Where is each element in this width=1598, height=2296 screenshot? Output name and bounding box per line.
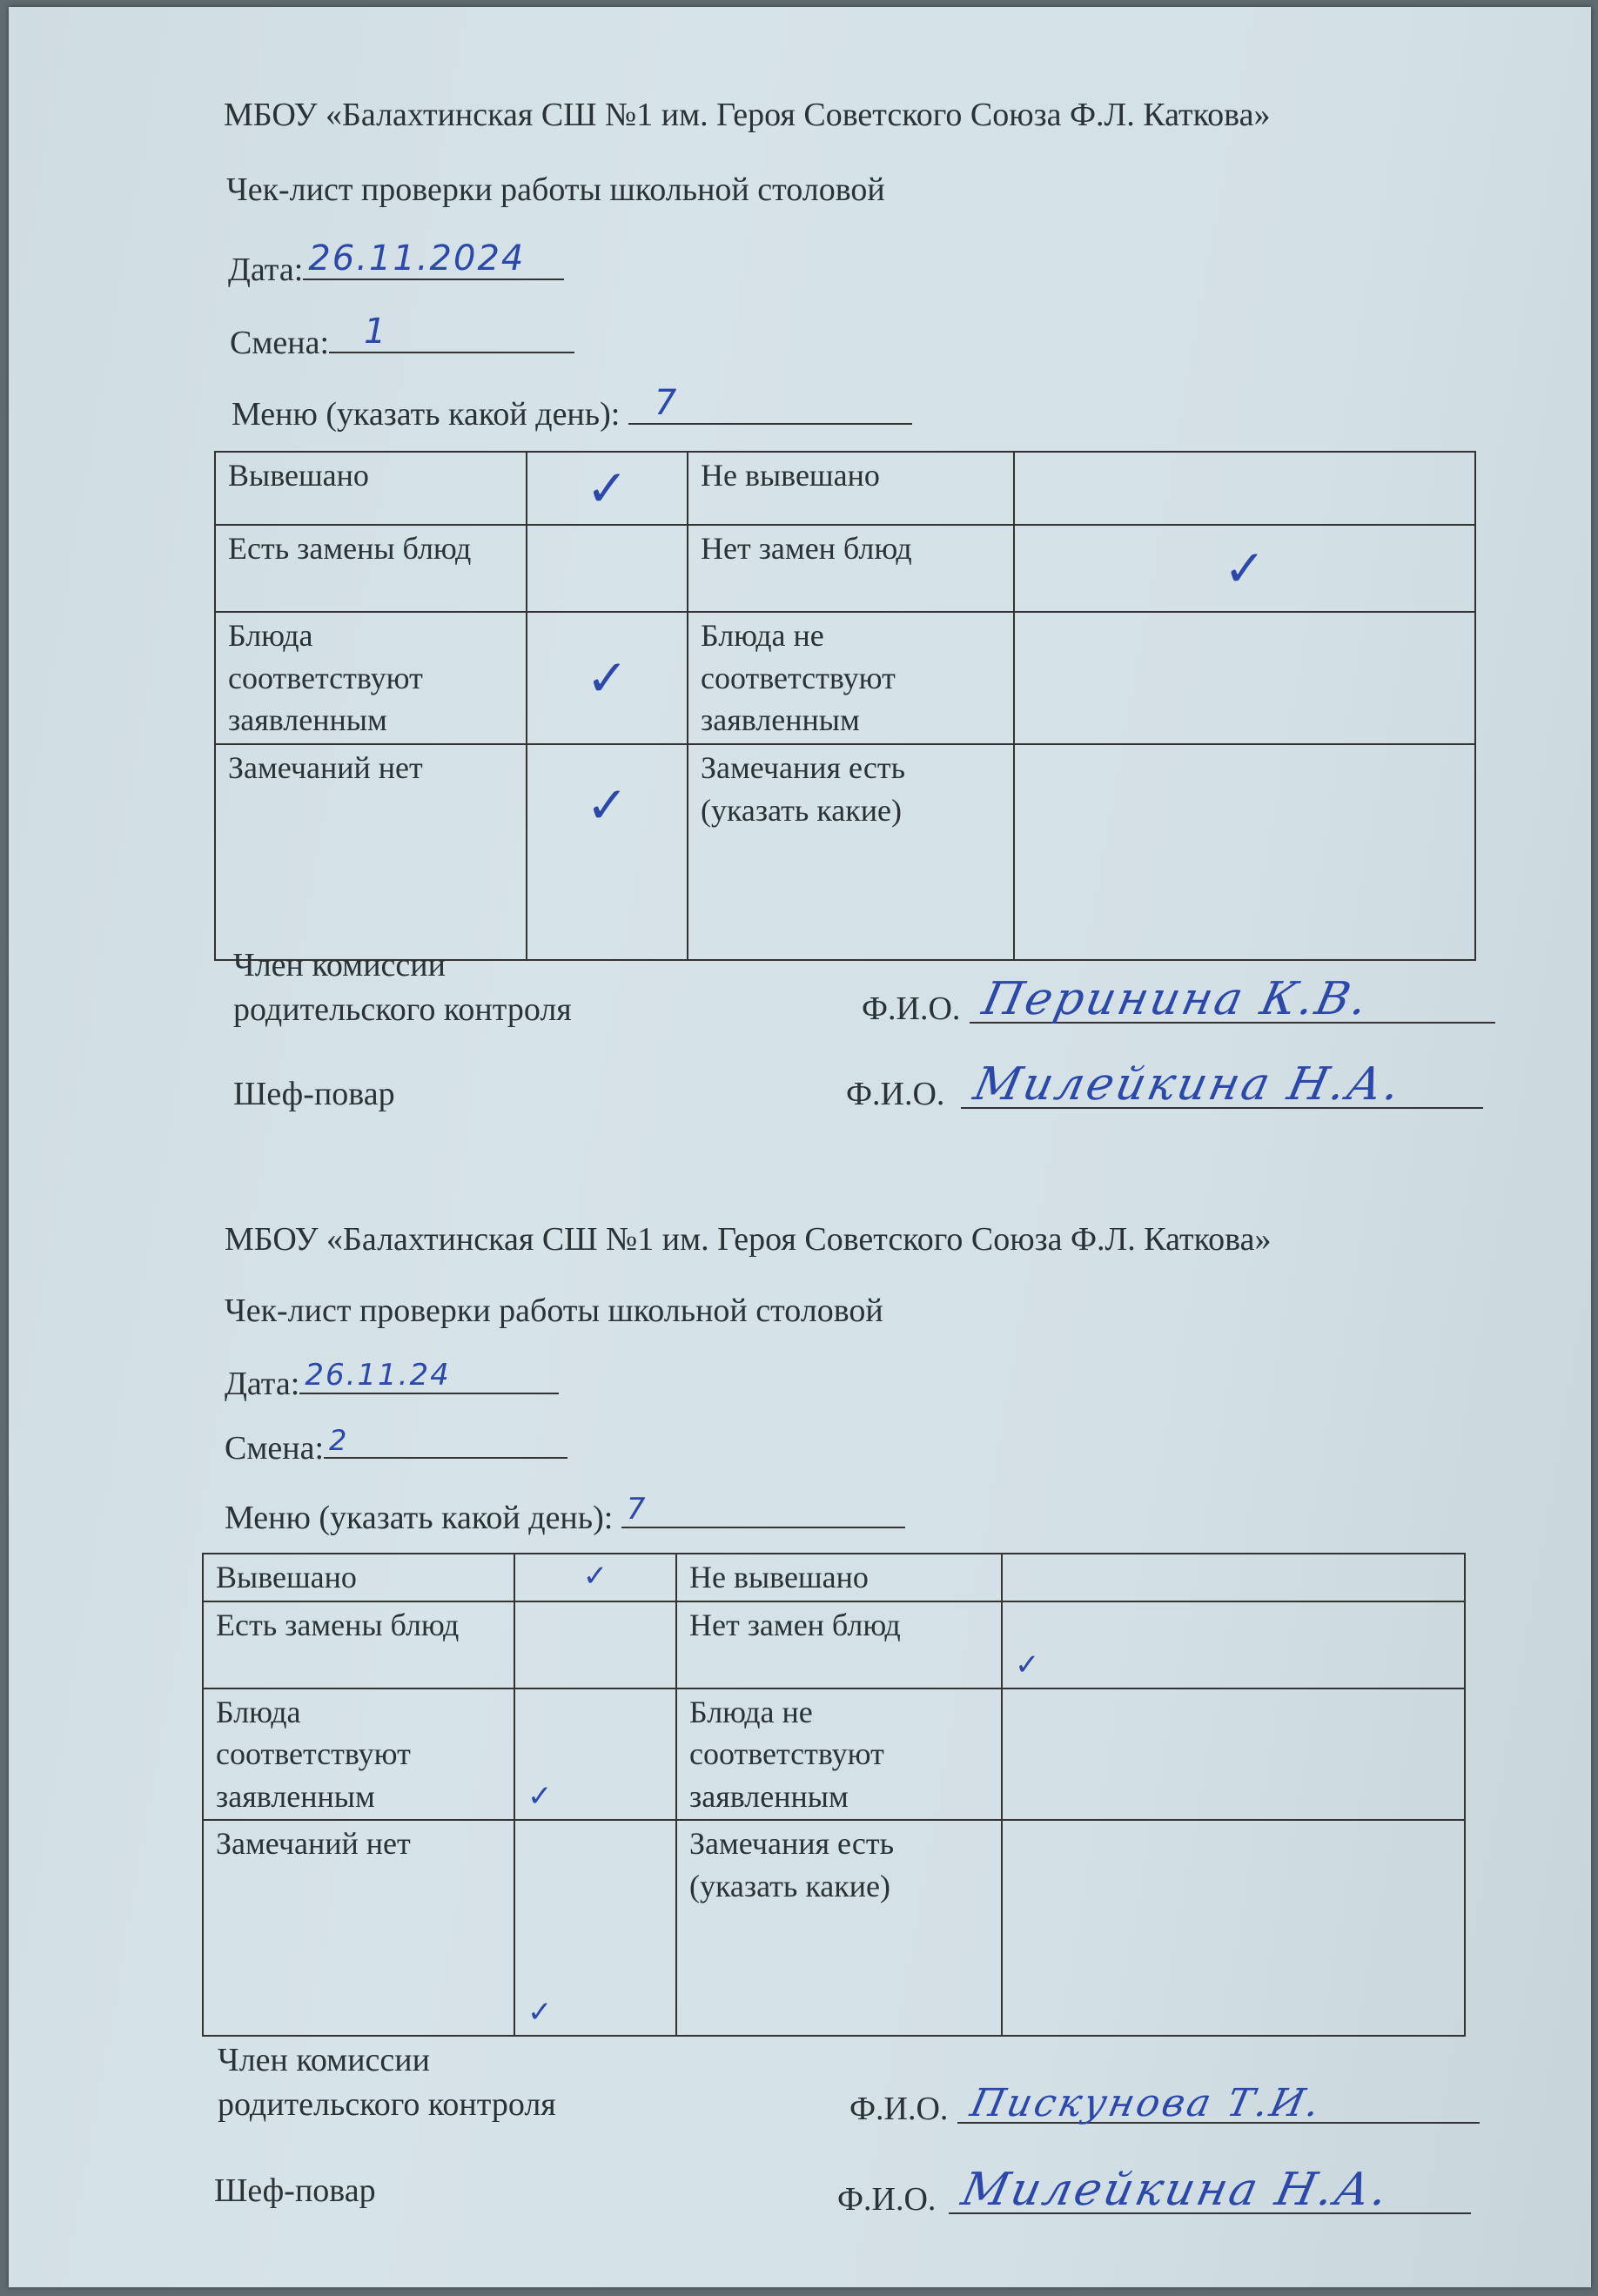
menu-value: 7	[654, 383, 679, 423]
date-value: 26.11.2024	[308, 238, 526, 279]
school-name: МБОУ «Балахтинская СШ №1 им. Героя Советского Союза Ф.Л. Каткова»	[225, 1221, 1272, 1258]
cell-label: Нет замен блюд	[676, 1601, 1002, 1688]
fio-label: Ф.И.О.	[846, 1076, 945, 1112]
table-row	[203, 1688, 1465, 1821]
member-label: Член комиссии родительского контроля	[233, 947, 572, 1029]
fio-label: Ф.И.О.	[837, 2181, 937, 2218]
menu-value: 7	[626, 1492, 648, 1527]
fio-label: Ф.И.О.	[849, 2091, 949, 2127]
table-row	[203, 1601, 1465, 1688]
cell-label: Замечания есть (указать какие)	[688, 744, 1014, 960]
form-title: Чек-лист проверки работы школьной столовой	[225, 1292, 883, 1329]
date-label: Дата:	[225, 1366, 300, 1402]
member-label: Член комиссии родительского контроля	[218, 2042, 556, 2124]
check-mark-cell[interactable]	[1002, 1554, 1465, 1601]
cell-label: Замечания есть (указать какие)	[676, 1820, 1002, 2036]
cell-label: Есть замены блюд	[203, 1601, 514, 1688]
menu-label: Меню (указать какой день):	[232, 396, 621, 433]
checklist-table	[202, 1553, 1466, 2037]
cell-label: Блюда не соответствуют заявленным	[676, 1688, 1002, 1821]
cell-label: Вывешано	[215, 452, 527, 525]
check-mark-cell[interactable]	[1002, 1688, 1465, 1821]
cell-label: Не вывешано	[676, 1554, 1002, 1601]
check-mark-cell[interactable]: ✓	[514, 1688, 676, 1821]
check-mark-cell[interactable]: ✓	[514, 1554, 676, 1601]
check-mark-cell[interactable]: ✓	[1014, 525, 1475, 612]
cell-label: Блюда не соответствуют заявленным	[688, 612, 1014, 744]
date-label: Дата:	[228, 252, 304, 288]
checklist-form-2	[9, 7, 1591, 2287]
cell-label: Вывешано	[203, 1554, 514, 1601]
chef-signature: Милейкина Н.А.	[969, 1058, 1407, 1111]
shift-value: 1	[364, 312, 388, 352]
menu-label: Меню (указать какой день):	[225, 1500, 614, 1536]
chef-label: Шеф-повар	[233, 1076, 395, 1112]
paper-sheet	[9, 7, 1591, 2287]
cell-label: Блюда соответствуют заявленным	[203, 1688, 514, 1821]
check-mark-cell[interactable]: ✓	[527, 452, 688, 525]
member-signature-field[interactable]	[957, 2078, 1480, 2124]
fio-label: Ф.И.О.	[862, 990, 961, 1027]
menu-row	[225, 1492, 905, 1537]
chef-signature-field[interactable]	[949, 2164, 1471, 2216]
check-mark-cell[interactable]: ✓	[1002, 1601, 1465, 1688]
menu-field[interactable]	[621, 1492, 905, 1528]
check-mark-cell[interactable]: ✓	[527, 612, 688, 744]
table-row	[203, 1820, 1465, 2036]
cell-label: Блюда соответствуют заявленным	[215, 612, 527, 744]
date-row	[225, 1358, 559, 1403]
cell-label: Замечаний нет	[203, 1820, 514, 2036]
member-signature: Перинина К.В.	[977, 973, 1375, 1025]
chef-signature: Милейкина Н.А.	[957, 2164, 1395, 2216]
form-title: Чек-лист проверки работы школьной столовой	[226, 171, 885, 208]
cell-label: Не вывешано	[688, 452, 1014, 525]
cell-label: Есть замены блюд	[215, 525, 527, 612]
check-mark-cell[interactable]: ✓	[527, 744, 688, 960]
date-field[interactable]	[299, 1358, 559, 1394]
cell-label: Нет замен блюд	[688, 525, 1014, 612]
shift-value: 2	[329, 1424, 349, 1457]
table-row	[203, 1554, 1465, 1601]
check-mark-cell[interactable]: ✓	[514, 1820, 676, 2036]
chef-label: Шеф-повар	[214, 2172, 376, 2209]
member-signature: Пискунова Т.И.	[966, 2081, 1326, 2125]
shift-label: Смена:	[225, 1430, 325, 1467]
cell-label: Замечаний нет	[215, 744, 527, 960]
shift-label: Смена:	[230, 325, 330, 361]
check-mark-cell[interactable]	[514, 1601, 676, 1688]
shift-field[interactable]	[324, 1422, 567, 1459]
date-value: 26.11.24	[305, 1358, 451, 1393]
shift-row	[225, 1422, 567, 1467]
school-name: МБОУ «Балахтинская СШ №1 им. Героя Советского Союза Ф.Л. Каткова»	[224, 97, 1271, 133]
check-mark-cell[interactable]	[1002, 1820, 1465, 2036]
